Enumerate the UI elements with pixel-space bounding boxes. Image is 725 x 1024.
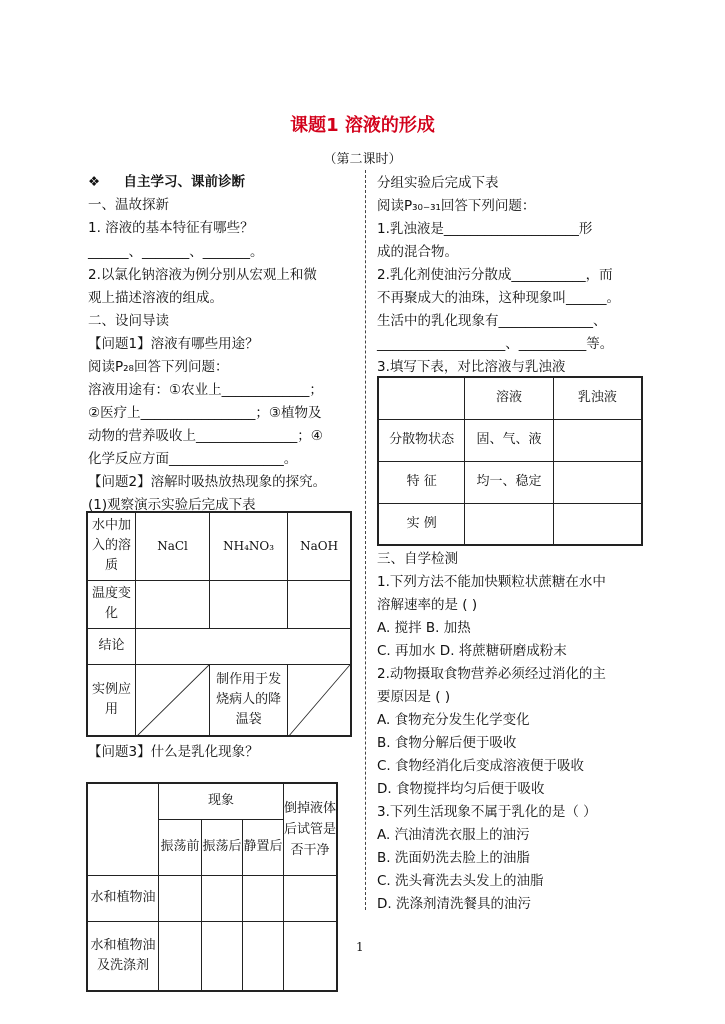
table3-cell[interactable]	[553, 461, 642, 503]
right-read: 阅读P₃₀₋₃₁回答下列问题：	[377, 198, 536, 214]
table2-cell[interactable]	[159, 875, 202, 921]
test-1-line2: 溶解速率的是 ( )	[377, 597, 478, 613]
test-2-option-d: D. 食物搅拌均匀后便于吸收	[377, 781, 545, 797]
table1-cell[interactable]	[136, 580, 210, 628]
problem-1: 【问题1】溶液有哪些用途？	[88, 336, 259, 352]
right-q2-line2: 不再聚成大的油珠，这种现象叫______。	[377, 290, 620, 306]
table1-slashed-cell	[136, 664, 210, 736]
table2-cell[interactable]	[284, 921, 338, 991]
table1-row-label: 温度变化	[87, 580, 136, 628]
test-1-options-ab: A. 搅拌 B. 加热	[377, 620, 471, 636]
right-intro: 分组实验后完成下表	[377, 175, 499, 191]
question-1: 1. 溶液的基本特征有哪些？	[88, 220, 254, 236]
table1-header-nh4no3: NH₄NO₃	[210, 512, 288, 580]
table2-pour: 倒掉液体后试管是否干净	[284, 783, 338, 875]
question-2-line1: 2.以氯化钠溶液为例分别从宏观上和微	[88, 267, 317, 283]
table3-header-solution: 溶液	[465, 377, 553, 419]
table2-cell[interactable]	[202, 875, 243, 921]
table3-cell: 均一、稳定	[465, 461, 553, 503]
right-q2-line4: ___________________、__________等。	[377, 336, 614, 352]
question-2-line2: 观上描述溶液的组成。	[88, 290, 223, 306]
table1-cell[interactable]	[210, 580, 288, 628]
comparison-table	[377, 376, 643, 546]
table1-application-note: 制作用于发烧病人的降温袋	[210, 664, 288, 736]
table2-col-after: 振荡后	[202, 819, 243, 875]
diagonal-slash-icon	[136, 665, 209, 737]
table2-cell[interactable]	[202, 921, 243, 991]
test-3: 3.下列生活现象不属于乳化的是（ ）	[377, 804, 597, 820]
table3-row-label: 特 征	[378, 461, 465, 503]
test-2-line1: 2.动物摄取食物营养必须经过消化的主	[377, 666, 606, 682]
test-1-line1: 1.下列方法不能加快颗粒状蔗糖在水中	[377, 574, 606, 590]
subheading-guided: 二、设问导读	[88, 313, 169, 329]
test-1-options-cd: C. 再加水 D. 将蔗糖研磨成粉末	[377, 643, 567, 659]
subheading-review: 一、温故探新	[88, 197, 169, 213]
table1-slashed-cell	[288, 664, 351, 736]
table2-col-before: 振荡前	[159, 819, 202, 875]
table3-cell[interactable]	[553, 419, 642, 461]
table1-header-solute: 水中加入的溶质	[87, 512, 136, 580]
section-heading-1: ❖ 自主学习、课前诊断	[88, 174, 246, 190]
table2-cell[interactable]	[284, 875, 338, 921]
problem-3: 【问题3】什么是乳化现象？	[88, 744, 259, 760]
test-2-option-a: A. 食物充分发生化学变化	[377, 712, 530, 728]
table3-cell[interactable]	[465, 503, 553, 545]
subheading-self-test: 三、自学检测	[377, 551, 458, 567]
table3-cell[interactable]	[553, 503, 642, 545]
test-3-option-c: C. 洗头膏洗去头发上的油脂	[377, 873, 544, 889]
right-q2-line3: 生活中的乳化现象有______________、	[377, 313, 607, 329]
table3-row-label: 分散物状态	[378, 419, 465, 461]
diamond-bullet-icon: ❖	[88, 174, 101, 190]
table2-corner	[87, 783, 159, 875]
right-q2-line1: 2.乳化剂使油污分散成___________，而	[377, 267, 613, 283]
table1-conclusion-cell[interactable]	[136, 628, 351, 664]
table2-row-label: 水和植物油及洗涤剂	[87, 921, 159, 991]
page-subtitle: （第二课时）	[323, 152, 402, 167]
table3-header-emulsion: 乳浊液	[553, 377, 642, 419]
page-title: 课题1 溶液的形成	[290, 115, 435, 136]
column-divider	[365, 170, 366, 910]
page-number: 1	[356, 940, 364, 954]
table1-header-nacl: NaCl	[136, 512, 210, 580]
problem-1-agriculture: 溶液用途有：①农业上_____________；	[88, 382, 323, 398]
table2-phenomenon: 现象	[159, 783, 284, 819]
test-3-option-d: D. 洗涤剂清洗餐具的油污	[377, 896, 531, 912]
table2-col-settled: 静置后	[243, 819, 284, 875]
dissolution-table	[86, 511, 352, 737]
table2-cell[interactable]	[243, 921, 284, 991]
problem-1-chemistry: 化学反应方面_________________。	[88, 451, 298, 467]
table2-cell[interactable]	[243, 875, 284, 921]
question-1-blanks: ______、_______、_______。	[88, 244, 264, 260]
test-2-option-b: B. 食物分解后便于吸收	[377, 735, 517, 751]
table1-row-label: 结论	[87, 628, 136, 664]
table1-row-label: 实例应用	[87, 664, 136, 736]
test-3-option-b: B. 洗面奶洗去脸上的油脂	[377, 850, 530, 866]
test-2-line2: 要原因是 ( )	[377, 689, 451, 705]
problem-1-medical: ②医疗上_________________；③植物及	[88, 405, 322, 421]
table3-corner	[378, 377, 465, 419]
table2-cell[interactable]	[159, 921, 202, 991]
right-q3: 3.填写下表，对比溶液与乳浊液	[377, 359, 566, 375]
table1-cell[interactable]	[288, 580, 351, 628]
problem-1-read: 阅读P₂₈回答下列问题：	[88, 359, 229, 375]
table3-row-label: 实 例	[378, 503, 465, 545]
problem-2: 【问题2】溶解时吸热放热现象的探究。	[88, 474, 327, 490]
right-q1-line2: 成的混合物。	[377, 244, 458, 260]
table1-header-naoh: NaOH	[288, 512, 351, 580]
problem-2-observe: (1)观察演示实验后完成下表	[88, 497, 256, 513]
test-3-option-a: A. 汽油清洗衣服上的油污	[377, 827, 530, 843]
right-q1-line1: 1.乳浊液是____________________形	[377, 221, 593, 237]
table2-row-label: 水和植物油	[87, 875, 159, 921]
problem-1-animal: 动物的营养吸收上_______________；④	[88, 428, 323, 444]
test-2-option-c: C. 食物经消化后变成溶液便于吸收	[377, 758, 585, 774]
table3-cell: 固、气、液	[465, 419, 553, 461]
diagonal-slash-icon	[288, 665, 350, 737]
emulsion-table	[86, 782, 338, 992]
